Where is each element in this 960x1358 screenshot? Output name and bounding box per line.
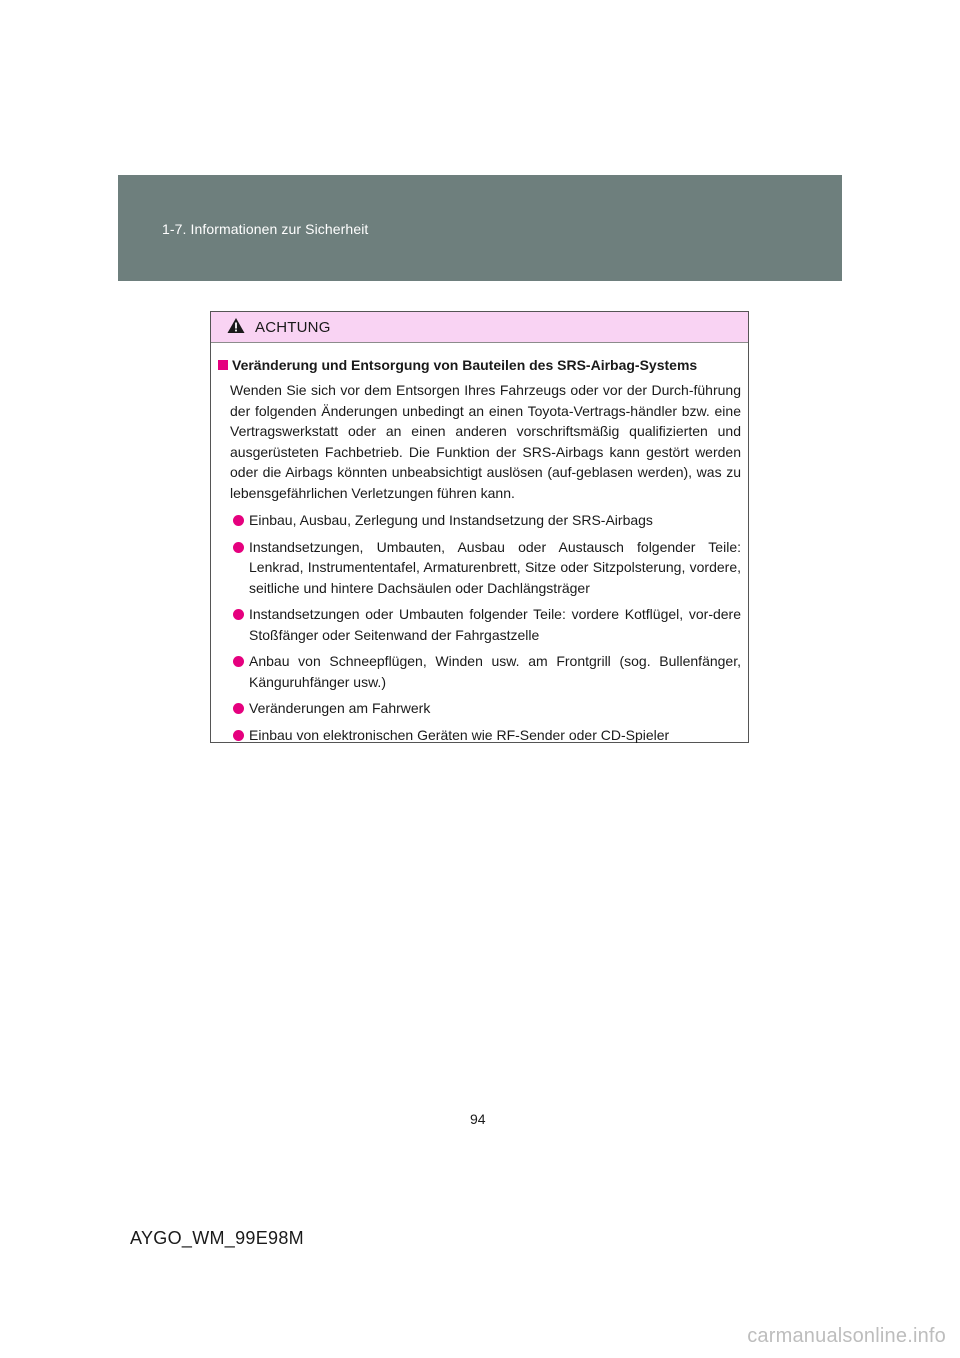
list-item: [218, 510, 741, 531]
watermark-text: carmanualsonline.info: [747, 1325, 946, 1347]
bullet-dot-icon: [233, 730, 244, 741]
bullet-dot-icon: [233, 609, 244, 620]
warning-title: ACHTUNG: [255, 319, 331, 336]
list-item: [218, 698, 741, 719]
document-code: AYGO_WM_99E98M: [130, 1228, 304, 1248]
warning-list: [218, 510, 741, 745]
bullet-dot-icon: [233, 656, 244, 667]
bullet-dot-icon: [233, 703, 244, 714]
warning-body: [211, 343, 748, 745]
warning-box: [210, 311, 749, 743]
list-item-text: Einbau, Ausbau, Zerlegung und Instandsetzung der SRS-Airbags: [249, 512, 653, 528]
list-item-text: Veränderungen am Fahrwerk: [249, 700, 431, 716]
list-item-text: Instandsetzungen, Umbauten, Ausbau oder Austausch folgender Teile: Lenkrad, Instrumententafel, Armaturenbrett, Sitze oder Sitzpolsterung, vordere, seitliche und hintere Dachsäulen oder Dachlängsträger: [249, 538, 741, 596]
list-item: [218, 537, 741, 599]
page-number: 94: [470, 1111, 486, 1127]
list-item: [218, 725, 741, 746]
list-item: [218, 604, 741, 645]
warning-header: [211, 312, 748, 343]
square-bullet-icon: [218, 360, 228, 370]
list-item: [218, 651, 741, 692]
warning-subheading: [218, 355, 741, 375]
bullet-dot-icon: [233, 515, 244, 526]
bullet-dot-icon: [233, 542, 244, 553]
warning-triangle-icon: [227, 317, 245, 334]
list-item-text: Einbau von elektronischen Geräten wie RF-Sender oder CD-Spieler: [249, 726, 670, 743]
warning-subheading-text: Veränderung und Entsorgung von Bauteilen des SRS-Airbag-Systems: [232, 357, 698, 373]
list-item-text: Instandsetzungen oder Umbauten folgender Teile: vordere Kotflügel, vor-dere Stoßfänger oder Seitenwand der Fahrgastzelle: [249, 606, 741, 643]
warning-paragraph: Wenden Sie sich vor dem Entsorgen Ihres Fahrzeugs oder vor der Durch-führung der folgenden Änderungen unbedingt an einen Toyota-Vertrags-händler bzw. eine Vertragswerkstatt oder an einen anderen vorschriftsmäßig qualifizierten und ausgerüsteten Fachbetrieb. Die Funktion der SRS-Airbags kann gestört werden oder die Airbags könnten unbeabsichtigt auslösen (auf-geblasen werden), was zu lebensgefährlichen Verletzungen führen kann.: [230, 382, 741, 501]
section-title: 1-7. Informationen zur Sicherheit: [162, 221, 369, 237]
section-header-band: [118, 175, 842, 281]
list-item-text: Anbau von Schneepflügen, Winden usw. am Frontgrill (sog. Bullenfänger, Känguruhfänger usw.): [249, 653, 741, 690]
